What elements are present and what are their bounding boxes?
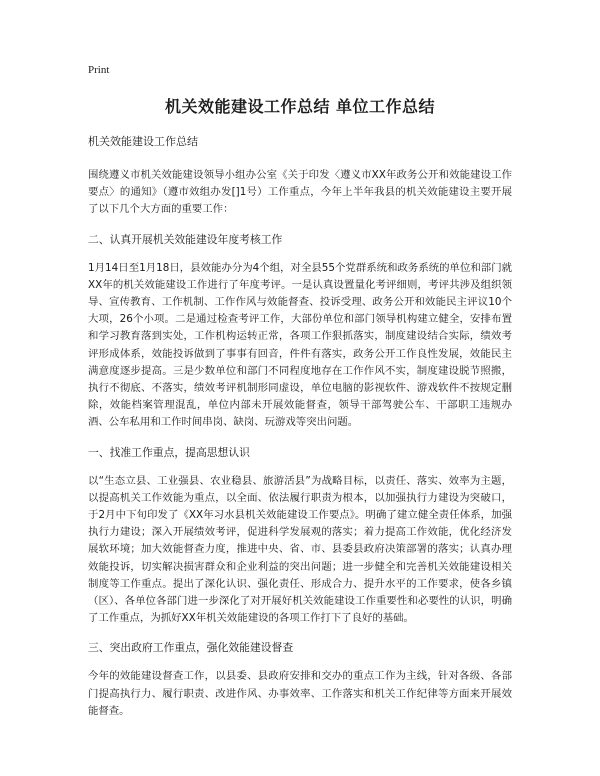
document-subtitle: 机关效能建设工作总结 [88,135,198,148]
section-one-heading: 一、找准工作重点，提高思想认识 [88,445,250,459]
section-three-heading: 三、突出政府工作重点，强化效能建设督查 [88,641,294,655]
section-one-paragraph: 以“生态立县、工业强县、农业稳县、旅游活县”为战略目标，以责任、落实、效率为主题，以提高机关工作效能为重点，以全面、依法履行职责为根本，以加强执行力建设为突破口，于2月中下旬印发了《XX年习水县机关效能建设工作要点》。明确了建立健全责任体系，加强执行力建设；深入开展绩效考评，促进科学发展观的落实；着力提高工作效能，优化经济发展软环境；加大效能督查力度，推进中央、省、市、县委县政府决策部署的落实；认真办理效能投诉，切实解决损害群众和企业利益的突出问题；进一步健全和完善机关效能建设相关制度等工作重点。提出了深化认识、强化责任、形成合力、提升水平的工作要求，使各乡镇（区）、各单位各部门进一步深化了对开展好机关效能建设工作重要性和必要性的认识，明确了工作重点，为抓好XX年机关效能建设的各项工作打下了良好的基础。 [88,474,512,625]
section-two-heading: 二、认真开展机关效能建设年度考核工作 [88,232,283,246]
intro-paragraph: 围绕遵义市机关效能建设领导小组办公室《关于印发〈遵义市XX年政务公开和效能建设工作要点〉的通知》（遵市效组办发[]1号）工作重点，今年上半年我县的机关效能建设主要开展了以下几个大方面的重要工作： [88,169,512,216]
section-two-paragraph: 1月14日至1月18日，县效能办分为4个组，对全县55个党群系统和政务系统的单位和部门就XX年的机关效能建设工作进行了年度考评。一是认真设置量化考评细则，考评共涉及组织领导、宣传教育、工作机制、工作作风与效能督查、投诉受理、政务公开和效能民主评议10个大项，26个小项。二是通过检查考评工作，大部份单位和部门领导机构建立健全，安排布置和学习教育落到实处，工作机构运转正常，各项工作狠抓落实，制度建设结合实际，绩效考评形成体系，效能投诉做到了事事有回音，件件有落实，政务公开工作良性发展，效能民主满意度逐步提高。三是少数单位和部门不同程度地存在工作作风不实，制度建设脱节照搬，执行不彻底、不落实，绩效考评机制形同虚设，单位电脑的影视软件、游戏软件不按规定删除，效能档案管理混乱，单位内部未开展效能督查，领导干部驾驶公车、干部职工违规办酒、公车私用和工作时间串岗、缺岗、玩游戏等突出问题。 [88,261,512,429]
print-label: Print [88,64,110,76]
document-title: 机关效能建设工作总结 单位工作总结 [164,97,436,116]
section-three-paragraph: 今年的效能建设督查工作，以县委、县政府安排和交办的重点工作为主线，针对各级、各部门提高执行力、履行职责、改进作风、办事效率、工作落实和机关工作纪律等方面来开展效能督查。 [88,670,512,717]
